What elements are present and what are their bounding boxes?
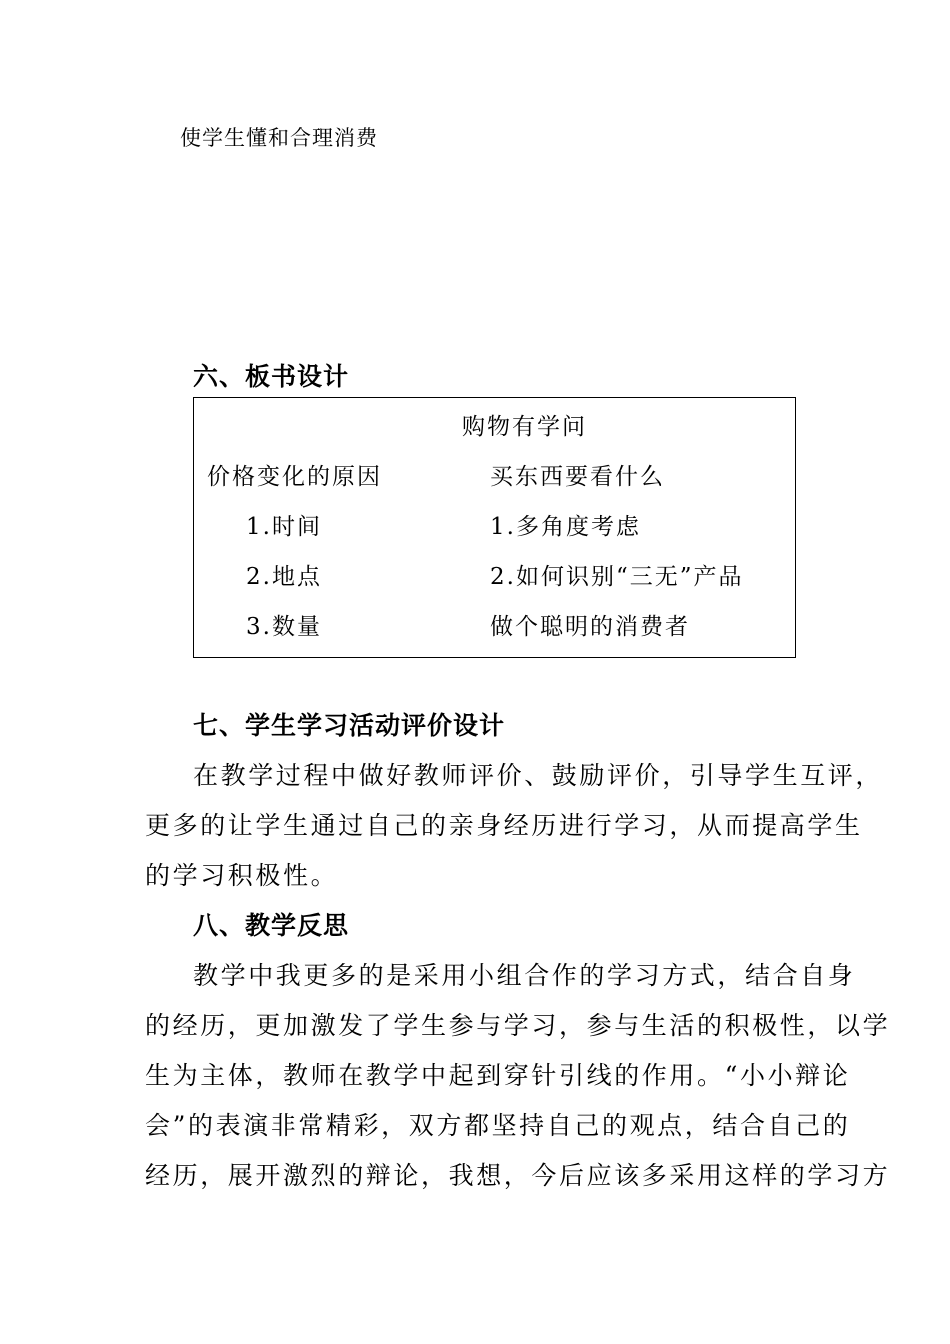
- board-title: 购物有学问: [462, 414, 587, 440]
- section-7-line: 在教学过程中做好教师评价、鼓励评价，引导学生互评，: [193, 761, 884, 790]
- section-7-line: 更多的让学生通过自己的亲身经历进行学习，从而提高学生: [145, 811, 863, 840]
- section-8-line: 教学中我更多的是采用小组合作的学习方式，结合自身: [193, 961, 856, 990]
- board-right-item: 1.多角度考虑: [490, 514, 641, 540]
- board-left-header: 价格变化的原因: [207, 464, 382, 490]
- section-7-line: 的学习积极性。: [145, 861, 339, 890]
- board-left-item: 1.时间: [246, 514, 322, 540]
- section-8-line: 经历，展开激烈的辩论，我想，今后应该多采用这样的学习方: [145, 1161, 891, 1190]
- board-right-header: 买东西要看什么: [490, 464, 665, 490]
- section-8-line: 会”的表演非常精彩，双方都坚持自己的观点，结合自己的: [145, 1111, 851, 1140]
- board-left-item: 2.地点: [246, 564, 322, 590]
- continued-text: 使学生懂和合理消费: [180, 126, 378, 150]
- section-8-heading: 八、教学反思: [193, 911, 350, 940]
- section-6-heading: 六、板书设计: [193, 362, 350, 391]
- board-right-item: 2.如何识别“三无”产品: [490, 564, 744, 590]
- section-7-heading: 七、学生学习活动评价设计: [193, 711, 506, 740]
- board-left-item: 3.数量: [246, 614, 322, 640]
- board-right-item: 做个聪明的消费者: [490, 614, 690, 640]
- section-8-line: 的经历，更加激发了学生参与学习，参与生活的积极性，以学: [145, 1011, 891, 1040]
- section-8-line: 生为主体，教师在教学中起到穿针引线的作用。“小小辩论: [145, 1061, 851, 1090]
